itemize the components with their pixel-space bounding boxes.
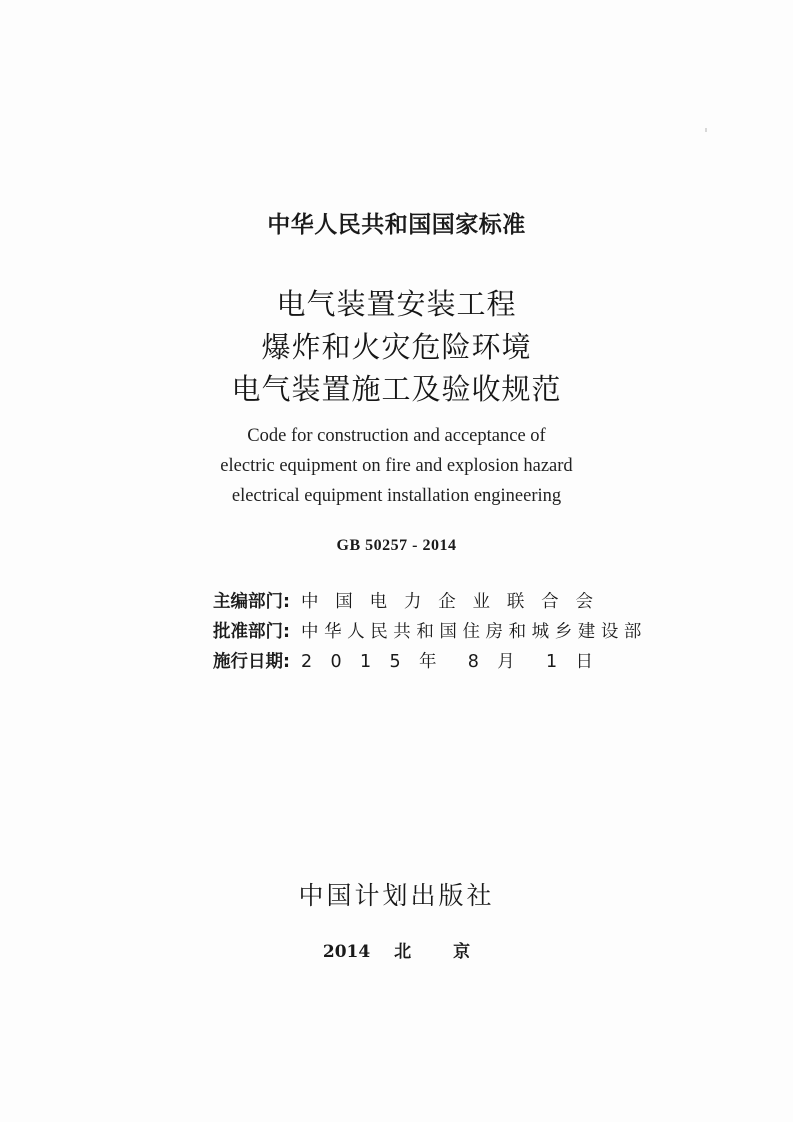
effective-date-value: 2 0 1 5 年 8 月 1 日 (301, 652, 593, 672)
chinese-title-line-3: 电气装置施工及验收规范 (231, 372, 562, 406)
approver-label: 批准部门: (213, 622, 290, 642)
effective-date-row (213, 648, 593, 674)
effective-date-label: 施行日期: (213, 652, 290, 672)
chinese-title-line-1: 电气装置安装工程 (276, 287, 517, 321)
publisher-name: 中国计划出版社 (298, 881, 495, 910)
scan-speck (705, 128, 707, 132)
approver-row (213, 618, 642, 644)
imprint-city: 北 京 (394, 942, 471, 962)
editor-value: 中 国 电 力 企 业 联 合 会 (301, 592, 593, 612)
standard-level-heading: 中华人民共和国国家标准 (267, 212, 526, 238)
imprint-line (0, 937, 793, 962)
approver-value: 中 华 人 民 共 和 国 住 房 和 城 乡 建 设 部 (301, 622, 642, 642)
english-title-line-1: Code for construction and acceptance of (247, 426, 546, 446)
english-title-line-3: electrical equipment installation engineering (231, 486, 562, 506)
imprint-year: 2014 (322, 942, 371, 962)
chinese-title-line-2: 爆炸和火灾危险环境 (261, 330, 532, 364)
editor-row (213, 588, 593, 614)
standard-code: GB 50257 - 2014 (336, 537, 457, 554)
editor-label: 主编部门: (213, 592, 290, 612)
english-title-line-2: electric equipment on fire and explosion hazard (220, 456, 573, 476)
